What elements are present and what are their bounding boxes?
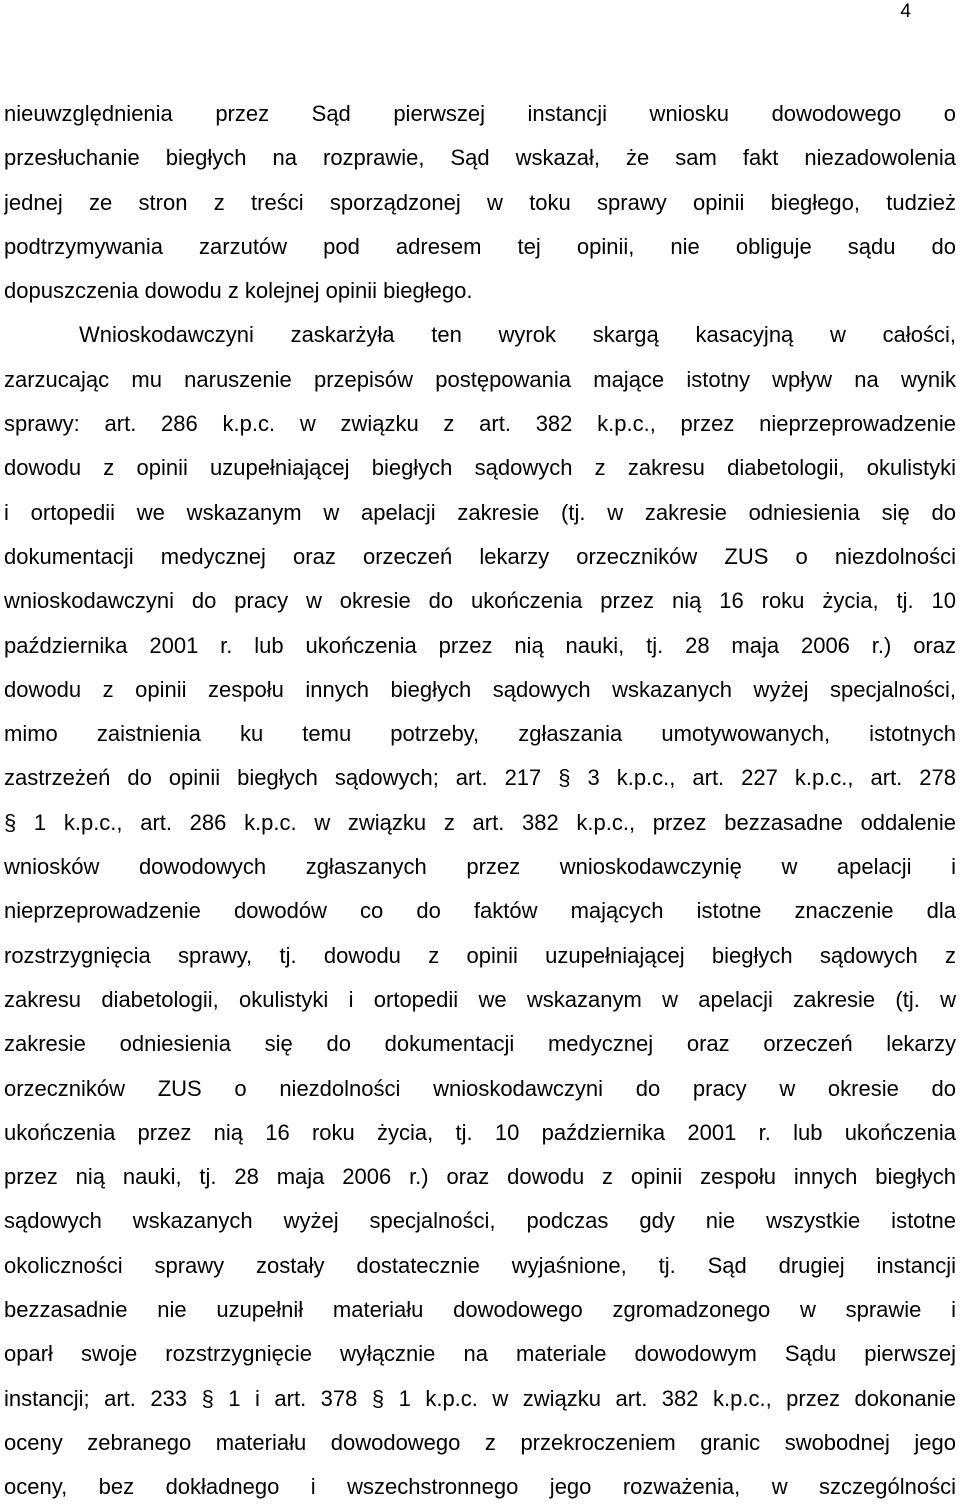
text-line: sądowych wskazanych wyżej specjalności, podczas gdy nie wszystkie istotne — [4, 1208, 956, 1234]
text-line: oceny zebranego materiału dowodowego z przekroczeniem granic swobodnej jego — [4, 1429, 956, 1455]
text-line: oparł swoje rozstrzygnięcie wyłącznie na materiale dowodowym Sądu pierwszej — [4, 1341, 956, 1367]
text-line: bezzasadnie nie uzupełnił materiału dowodowego zgromadzonego w sprawie i — [4, 1297, 956, 1323]
document-body — [4, 92, 956, 1510]
text-line: dokumentacji medycznej oraz orzeczeń lekarzy orzeczników ZUS o niezdolności — [4, 543, 956, 569]
text-line: października 2001 r. lub ukończenia przez nią nauki, tj. 28 maja 2006 r.) oraz — [4, 632, 956, 658]
text-line: sprawy: art. 286 k.p.c. w związku z art. 382 k.p.c., przez nieprzeprowadzenie — [4, 411, 956, 437]
text-line: podtrzymywania zarzutów pod adresem tej opinii, nie obliguje sądu do — [4, 233, 956, 259]
text-line: dowodu z opinii uzupełniającej biegłych sądowych z zakresu diabetologii, okulistyki — [4, 455, 956, 481]
text-line: § 1 k.p.c., art. 286 k.p.c. w związku z art. 382 k.p.c., przez bezzasadne oddalenie — [4, 809, 956, 835]
text-line: mimo zaistnienia ku temu potrzeby, zgłaszania umotywowanych, istotnych — [4, 721, 956, 747]
text-line: oceny, bez dokładnego i wszechstronnego jego rozważenia, w szczególności — [4, 1474, 956, 1500]
text-line: rozstrzygnięcia sprawy, tj. dowodu z opinii uzupełniającej biegłych sądowych z — [4, 942, 956, 968]
text-line: zarzucając mu naruszenie przepisów postępowania mające istotny wpływ na wynik — [4, 366, 956, 392]
text-line: jednej ze stron z treści sporządzonej w toku sprawy opinii biegłego, tudzież — [4, 189, 956, 215]
text-line: nieuwzględnienia przez Sąd pierwszej instancji wniosku dowodowego o — [4, 101, 956, 126]
text-line: wnioskodawczyni do pracy w okresie do ukończenia przez nią 16 roku życia, tj. 10 — [4, 588, 956, 614]
text-line: ukończenia przez nią 16 roku życia, tj. 10 października 2001 r. lub ukończenia — [4, 1119, 956, 1145]
text-line: zastrzeżeń do opinii biegłych sądowych; art. 217 § 3 k.p.c., art. 227 k.p.c., art. 278 — [4, 765, 956, 791]
text-line: zakresie odniesienia się do dokumentacji medycznej oraz orzeczeń lekarzy — [4, 1031, 956, 1057]
text-line: przez nią nauki, tj. 28 maja 2006 r.) oraz dowodu z opinii zespołu innych biegłych — [4, 1164, 956, 1190]
text-line: nieprzeprowadzenie dowodów co do faktów mających istotne znaczenie dla — [4, 898, 956, 924]
text-line: instancji; art. 233 § 1 i art. 378 § 1 k.p.c. w związku art. 382 k.p.c., przez dokonanie — [4, 1385, 956, 1411]
text-line: dopuszczenia dowodu z kolejnej opinii biegłego. — [4, 278, 473, 304]
text-line: i ortopedii we wskazanym w apelacji zakresie (tj. w zakresie odniesienia się do — [4, 499, 956, 525]
text-line: orzeczników ZUS o niezdolności wnioskodawczyni do pracy w okresie do — [4, 1075, 956, 1101]
page-number: 4 — [900, 1, 911, 22]
text-line: przesłuchanie biegłych na rozprawie, Sąd wskazał, że sam fakt niezadowolenia — [4, 145, 956, 171]
text-line: zakresu diabetologii, okulistyki i ortopedii we wskazanym w apelacji zakresie (tj. w — [4, 986, 956, 1012]
text-line: dowodu z opinii zespołu innych biegłych sądowych wskazanych wyżej specjalności, — [4, 676, 956, 702]
text-line: okoliczności sprawy zostały dostatecznie wyjaśnione, tj. Sąd drugiej instancji — [4, 1252, 956, 1278]
text-line: wniosków dowodowych zgłaszanych przez wnioskodawczynię w apelacji i — [4, 854, 956, 880]
text-line: Wnioskodawczyni zaskarżyła ten wyrok skargą kasacyjną w całości, — [79, 322, 956, 348]
